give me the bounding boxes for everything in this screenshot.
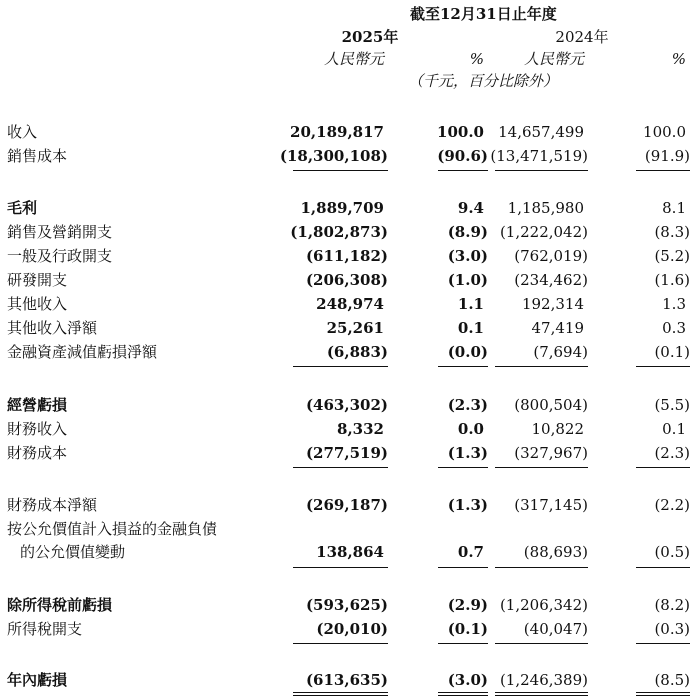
- total-double-rule: [438, 692, 488, 693]
- pct-2024: 1.3: [662, 295, 686, 313]
- value-2024: (1,206,342): [499, 596, 588, 614]
- value-2025: 8,332: [337, 420, 384, 438]
- pct-2025: (1.3): [447, 444, 488, 462]
- row-label: 其他收入: [7, 295, 68, 313]
- row-label: 經營虧損: [7, 396, 68, 414]
- pct-2025: (0.0): [447, 343, 488, 361]
- value-2024: (1,246,389): [499, 671, 588, 689]
- pct-2025: 100.0: [437, 123, 484, 141]
- value-2025: (6,883): [326, 343, 388, 361]
- subtotal-rule: [636, 643, 690, 644]
- subtotal-rule: [438, 170, 488, 171]
- row-label: 除所得稅前虧損: [7, 596, 113, 614]
- pct-2025: (8.9): [447, 223, 488, 241]
- subtotal-rule: [636, 467, 690, 468]
- row-label: 研發開支: [7, 271, 68, 289]
- pct-2024: (2.2): [654, 496, 690, 514]
- pct-2025: (1.0): [447, 271, 488, 289]
- currency-2025-heading: 人民幣元: [323, 50, 384, 68]
- row-label: 銷售成本: [7, 147, 68, 165]
- subtotal-rule: [293, 643, 388, 644]
- pct-2024: (0.5): [654, 543, 690, 561]
- pct-2024: 0.1: [662, 420, 686, 438]
- row-label: 的公允價值變動: [20, 543, 126, 561]
- row-label: 財務成本淨額: [7, 496, 98, 514]
- value-2025: (463,302): [305, 396, 388, 414]
- pct-2025: (2.3): [447, 396, 488, 414]
- value-2025: (206,308): [305, 271, 388, 289]
- value-2025: (277,519): [305, 444, 388, 462]
- subtotal-rule: [495, 643, 588, 644]
- value-2025: (613,635): [305, 671, 388, 689]
- row-label: 銷售及營銷開支: [7, 223, 113, 241]
- value-2025: (1,802,873): [290, 223, 388, 241]
- value-2024: (800,504): [514, 396, 588, 414]
- pct-2025: (2.9): [447, 596, 488, 614]
- subtotal-rule: [636, 366, 690, 367]
- value-2025: (269,187): [305, 496, 388, 514]
- subtotal-rule: [293, 567, 388, 568]
- total-double-rule: [495, 692, 588, 693]
- subtotal-rule: [495, 366, 588, 367]
- unit-note: （千元，百分比除外）: [408, 72, 559, 90]
- total-double-rule: [495, 695, 588, 696]
- pct-2025: (3.0): [447, 247, 488, 265]
- pct-2024: (2.3): [654, 444, 690, 462]
- year-2024-heading: 2024年: [555, 28, 609, 46]
- period-heading: 截至12月31日止年度: [410, 5, 557, 23]
- subtotal-rule: [293, 467, 388, 468]
- value-2025: (20,010): [316, 620, 388, 638]
- total-double-rule: [293, 692, 388, 693]
- pct-2024: 8.1: [662, 199, 686, 217]
- subtotal-rule: [636, 567, 690, 568]
- subtotal-rule: [438, 567, 488, 568]
- subtotal-rule: [438, 643, 488, 644]
- value-2024: 14,657,499: [498, 123, 584, 141]
- value-2024: 1,185,980: [507, 199, 584, 217]
- subtotal-rule: [636, 170, 690, 171]
- pct-2025: (1.3): [447, 496, 488, 514]
- row-label: 財務收入: [7, 420, 68, 438]
- value-2024: 47,419: [531, 319, 584, 337]
- value-2024: (13,471,519): [490, 147, 588, 165]
- value-2025: 20,189,817: [290, 123, 384, 141]
- row-label: 按公允價值計入損益的金融負債: [7, 520, 218, 538]
- subtotal-rule: [438, 467, 488, 468]
- pct-2025: 0.0: [457, 420, 484, 438]
- value-2024: (317,145): [514, 496, 588, 514]
- value-2024: (762,019): [514, 247, 588, 265]
- total-double-rule: [636, 692, 690, 693]
- subtotal-rule: [438, 366, 488, 367]
- pct-2025: (90.6): [437, 147, 488, 165]
- pct-2024: (1.6): [654, 271, 690, 289]
- subtotal-rule: [495, 567, 588, 568]
- row-label: 一般及行政開支: [7, 247, 113, 265]
- row-label: 其他收入淨額: [7, 319, 98, 337]
- value-2024: (327,967): [514, 444, 588, 462]
- currency-2024-heading: 人民幣元: [523, 50, 584, 68]
- value-2025: 248,974: [316, 295, 384, 313]
- value-2025: 1,889,709: [300, 199, 384, 217]
- subtotal-rule: [293, 366, 388, 367]
- row-label: 年內虧損: [7, 671, 68, 689]
- pct-2024: (8.5): [654, 671, 690, 689]
- value-2025: 25,261: [326, 319, 384, 337]
- pct-2025: 1.1: [457, 295, 484, 313]
- value-2024: (88,693): [523, 543, 588, 561]
- pct-2025: (0.1): [447, 620, 488, 638]
- row-label: 金融資產減值虧損淨額: [7, 343, 158, 361]
- pct-2025: (3.0): [447, 671, 488, 689]
- total-double-rule: [438, 695, 488, 696]
- row-label: 所得稅開支: [7, 620, 83, 638]
- pct-2025: 9.4: [457, 199, 484, 217]
- row-label: 財務成本: [7, 444, 68, 462]
- value-2025: (593,625): [305, 596, 388, 614]
- value-2024: (40,047): [523, 620, 588, 638]
- pct-2025: 0.7: [457, 543, 484, 561]
- value-2025: 138,864: [316, 543, 384, 561]
- pct-2024: (8.2): [654, 596, 690, 614]
- value-2024: (7,694): [533, 343, 588, 361]
- value-2025: (18,300,108): [279, 147, 388, 165]
- pct-2024: 0.3: [662, 319, 686, 337]
- year-2025-heading: 2025年: [341, 28, 399, 46]
- value-2024: (1,222,042): [499, 223, 588, 241]
- pct-2024: (5.2): [654, 247, 690, 265]
- total-double-rule: [293, 695, 388, 696]
- pct-2024: 100.0: [643, 123, 686, 141]
- pct-2024-heading: %: [671, 50, 686, 68]
- total-double-rule: [636, 695, 690, 696]
- pct-2025: 0.1: [457, 319, 484, 337]
- row-label: 毛利: [7, 199, 38, 217]
- value-2025: (611,182): [305, 247, 388, 265]
- pct-2025-heading: %: [469, 50, 484, 68]
- pct-2024: (91.9): [644, 147, 690, 165]
- pct-2024: (0.3): [654, 620, 690, 638]
- pct-2024: (8.3): [654, 223, 690, 241]
- value-2024: (234,462): [514, 271, 588, 289]
- row-label: 收入: [7, 123, 38, 141]
- subtotal-rule: [495, 170, 588, 171]
- value-2024: 192,314: [521, 295, 584, 313]
- pct-2024: (5.5): [654, 396, 690, 414]
- value-2024: 10,822: [531, 420, 584, 438]
- subtotal-rule: [293, 170, 388, 171]
- subtotal-rule: [495, 467, 588, 468]
- pct-2024: (0.1): [654, 343, 690, 361]
